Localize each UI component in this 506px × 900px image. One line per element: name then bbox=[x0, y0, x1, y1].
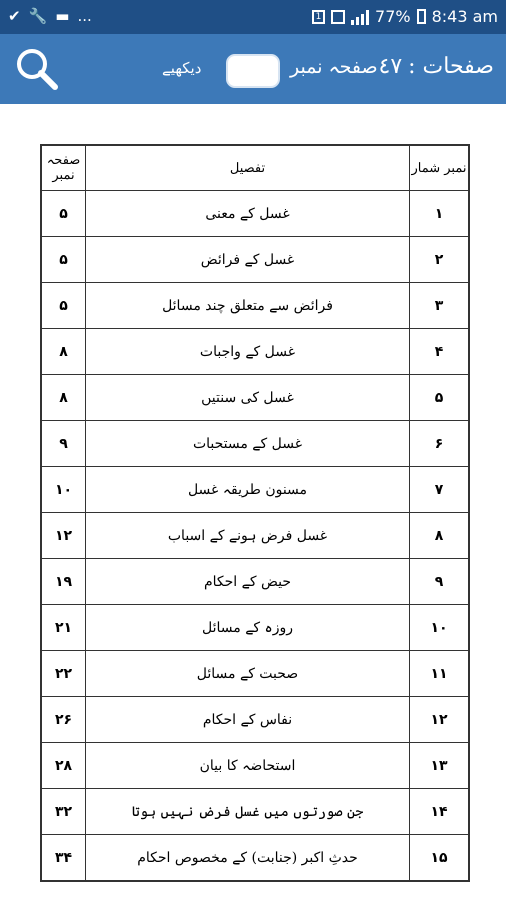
table-row[interactable] bbox=[42, 743, 469, 789]
wifi-icon bbox=[331, 10, 345, 24]
table-row[interactable] bbox=[42, 559, 469, 605]
header-page-number: صفحہ نمبر bbox=[42, 146, 86, 191]
topic-cell: روزہ کے مسائل bbox=[86, 605, 410, 651]
wrench-icon: 🔧 bbox=[28, 7, 48, 25]
page-count-value: ٤٧ bbox=[378, 54, 403, 79]
table-row[interactable] bbox=[42, 421, 469, 467]
page-number-cell: ۱۲ bbox=[42, 513, 86, 559]
topic-cell: غسل کی سنتیں bbox=[86, 375, 410, 421]
table-row[interactable] bbox=[42, 375, 469, 421]
status-icons-right bbox=[312, 7, 498, 26]
topic-cell: نفاس کے احکام bbox=[86, 697, 410, 743]
signal-icon bbox=[351, 9, 369, 25]
topic-cell: مسنون طریقہ غسل bbox=[86, 467, 410, 513]
serial-number-cell: ۳ bbox=[410, 283, 469, 329]
search-button[interactable] bbox=[14, 46, 60, 92]
status-bar bbox=[0, 0, 506, 34]
page-count bbox=[379, 54, 494, 79]
serial-number-cell: ۱۲ bbox=[410, 697, 469, 743]
page-number-cell: ۵ bbox=[42, 237, 86, 283]
page-number-cell: ۸ bbox=[42, 375, 86, 421]
topic-cell: جن صورتوں میں غسل فرض نہیں ہوتا bbox=[86, 789, 410, 835]
table-row[interactable] bbox=[42, 329, 469, 375]
topic-cell: غسل فرض ہونے کے اسباب bbox=[86, 513, 410, 559]
app-toolbar bbox=[0, 34, 506, 104]
serial-number-cell: ۱۳ bbox=[410, 743, 469, 789]
topic-cell: حدثِ اکبر (جنابت) کے مخصوص احکام bbox=[86, 835, 410, 881]
table-row[interactable] bbox=[42, 605, 469, 651]
notification-icon: ✔ bbox=[8, 7, 21, 25]
serial-number-cell: ۵ bbox=[410, 375, 469, 421]
page-number-cell: ۲۱ bbox=[42, 605, 86, 651]
serial-number-cell: ۱۱ bbox=[410, 651, 469, 697]
page-number-cell: ۲۸ bbox=[42, 743, 86, 789]
status-icons-left bbox=[8, 7, 92, 25]
topic-cell: غسل کے واجبات bbox=[86, 329, 410, 375]
table-of-contents bbox=[40, 144, 470, 882]
table-row[interactable] bbox=[42, 835, 469, 881]
table-row[interactable] bbox=[42, 467, 469, 513]
table-row[interactable] bbox=[42, 237, 469, 283]
topic-cell: صحبت کے مسائل bbox=[86, 651, 410, 697]
page-number-cell: ۵ bbox=[42, 191, 86, 237]
page-number-cell: ۲۲ bbox=[42, 651, 86, 697]
serial-number-cell: ۱۵ bbox=[410, 835, 469, 881]
header-serial-number: نمبر شمار bbox=[410, 146, 469, 191]
table-row[interactable] bbox=[42, 513, 469, 559]
page-number-cell: ۲۶ bbox=[42, 697, 86, 743]
page-number-cell: ۵ bbox=[42, 283, 86, 329]
page-number-cell: ۳۴ bbox=[42, 835, 86, 881]
serial-number-cell: ۱ bbox=[410, 191, 469, 237]
battery-percent: 77% bbox=[375, 7, 411, 26]
battery-icon bbox=[417, 9, 426, 24]
go-to-page-button[interactable]: دیکھیے bbox=[162, 59, 202, 77]
serial-number-cell: ۶ bbox=[410, 421, 469, 467]
serial-number-cell: ۹ bbox=[410, 559, 469, 605]
toc-table bbox=[41, 145, 469, 881]
page-number-input[interactable] bbox=[226, 54, 280, 88]
page-number-cell: ۱۹ bbox=[42, 559, 86, 605]
search-icon bbox=[14, 46, 60, 92]
table-header-row bbox=[42, 146, 469, 191]
serial-number-cell: ۷ bbox=[410, 467, 469, 513]
page-number-cell: ۹ bbox=[42, 421, 86, 467]
topic-cell: فرائض سے متعلق چند مسائل bbox=[86, 283, 410, 329]
page-number-cell: ۳۲ bbox=[42, 789, 86, 835]
topic-cell: حیض کے احکام bbox=[86, 559, 410, 605]
sim-icon: 1 bbox=[312, 10, 325, 24]
topic-cell: غسل کے مستحبات bbox=[86, 421, 410, 467]
serial-number-cell: ۱۰ bbox=[410, 605, 469, 651]
serial-number-cell: ۲ bbox=[410, 237, 469, 283]
table-row[interactable] bbox=[42, 283, 469, 329]
table-row[interactable] bbox=[42, 651, 469, 697]
clock: 8:43 am bbox=[431, 7, 498, 26]
table-row[interactable] bbox=[42, 697, 469, 743]
page-number-cell: ۸ bbox=[42, 329, 86, 375]
serial-number-cell: ۸ bbox=[410, 513, 469, 559]
serial-number-cell: ۴ bbox=[410, 329, 469, 375]
page-number-label: صفحہ نمبر bbox=[290, 56, 378, 78]
table-row[interactable] bbox=[42, 789, 469, 835]
header-detail: تفصیل bbox=[86, 146, 410, 191]
more-notifications: ... bbox=[77, 7, 92, 25]
topic-cell: غسل کے فرائض bbox=[86, 237, 410, 283]
serial-number-cell: ۱۴ bbox=[410, 789, 469, 835]
topic-cell: غسل کے معنی bbox=[86, 191, 410, 237]
table-row[interactable] bbox=[42, 191, 469, 237]
message-icon: ▬ bbox=[55, 7, 70, 25]
toc-body bbox=[42, 191, 469, 881]
page-count-label: صفحات : bbox=[408, 54, 494, 79]
topic-cell: استحاضہ کا بیان bbox=[86, 743, 410, 789]
page-number-cell: ۱۰ bbox=[42, 467, 86, 513]
